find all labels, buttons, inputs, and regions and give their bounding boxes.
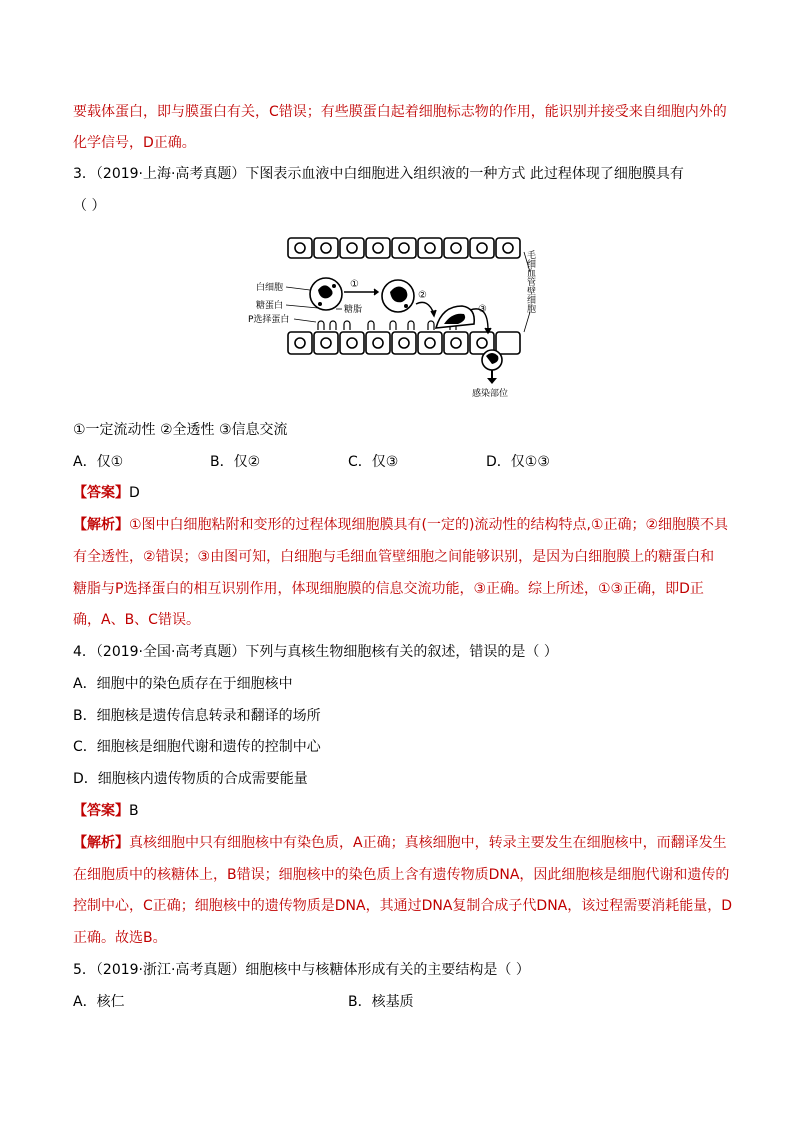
white-blood-cell-1 [310,278,342,310]
q3-option-b: B．仅② [210,454,261,470]
answer-value: D [129,485,140,501]
prev-explanation-line1: 要载体蛋白，即与膜蛋白有关，C错误；有些膜蛋白起着细胞标志物的作用，能识别并接受来自细胞内外的 [73,104,727,120]
q4-option-b: B．细胞核是遗传信息转录和翻译的场所 [73,708,321,724]
q4-analysis-line1: 【解析】真核细胞中只有细胞核中有染色质，A正确；真核细胞中，转录主要发生在细胞核中，而翻译发生 [73,835,727,851]
label-glycolipid: 糖脂 [344,305,363,315]
answer-label: 【答案】 [73,803,129,819]
q3-option-c: C．仅③ [348,454,399,470]
label-p-selectin: P选择蛋白 [248,315,290,325]
white-blood-cell-3 [436,306,474,328]
step-1-label: ① [350,279,359,290]
q3-answer [73,483,140,503]
q3-option-d: D．仅①③ [486,454,550,470]
white-blood-cell-2 [382,280,414,312]
q3-analysis-line4: 确，A、B、C错误。 [73,612,200,628]
q3-analysis-line2: 有全透性，②错误；③由图可知，白细胞与毛细血管壁细胞之间能够识别，是因为白细胞膜上的糖蛋白和 [73,549,715,565]
analysis-label: 【解析】 [73,835,129,851]
q4-option-c: C．细胞核是细胞代谢和遗传的控制中心 [73,739,321,755]
q4-stem: 4．（2019·全国·高考真题）下列与真核生物细胞核有关的叙述，错误的是（ ） [73,644,558,660]
label-white-cell: 白细胞 [256,283,284,293]
q3-blank: （ ） [73,198,106,214]
label-infection-site: 感染部位 [472,389,509,399]
q3-analysis-line3: 糖脂与P选择蛋白的相互识别作用，体现细胞膜的信息交流功能，③正确。综上所述，①③正确，即D正 [73,581,704,597]
q5-option-b: B．核基质 [348,994,414,1010]
q3-analysis-line1: 【解析】①图中白细胞粘附和变形的过程体现细胞膜具有(一定的)流动性的结构特点,①正确；②细胞膜不具 [73,517,729,533]
prev-explanation-line2: 化学信号，D正确。 [73,135,196,151]
answer-label: 【答案】 [73,485,129,501]
q4-analysis-line2: 在细胞质中的核糖体上，B错误；细胞核中的染色质上含有遗传物质DNA，因此细胞核是细胞代谢和遗传的 [73,867,730,883]
q4-answer [73,801,139,821]
q5-stem: 5．（2019·浙江·高考真题）细胞核中与核糖体形成有关的主要结构是（ ） [73,962,530,978]
step-3-label: ③ [478,304,487,315]
label-capillary-wall: 毛细血管壁细胞 [525,250,535,313]
analysis-label: 【解析】 [73,517,129,533]
q4-option-d: D．细胞核内遗传物质的合成需要能量 [73,771,308,787]
bottom-cell-row [288,332,520,354]
q4-analysis-line4: 正确。故选B。 [73,930,167,946]
q5-option-a: A．核仁 [73,994,125,1010]
q4-option-a: A．细胞中的染色质存在于细胞核中 [73,676,293,692]
q3-statements: ①一定流动性 ②全透性 ③信息交流 [73,422,288,438]
q3-option-a: A．仅① [73,454,124,470]
q4-analysis-line3: 控制中心，C正确；细胞核中的遗传物质是DNA，其通过DNA复制合成子代DNA，该过程需要消耗能量，D [73,898,733,914]
answer-value: B [129,803,139,819]
q3-figure [240,232,550,402]
top-cell-row [288,238,520,258]
label-glycoprotein: 糖蛋白 [256,301,284,311]
white-blood-cell-4 [482,350,502,384]
q3-stem: 3．（2019·上海·高考真题）下图表示血液中白细胞进入组织液的一种方式 此过程体现了细胞膜具有 [73,166,684,182]
step-2-label: ② [418,290,427,301]
